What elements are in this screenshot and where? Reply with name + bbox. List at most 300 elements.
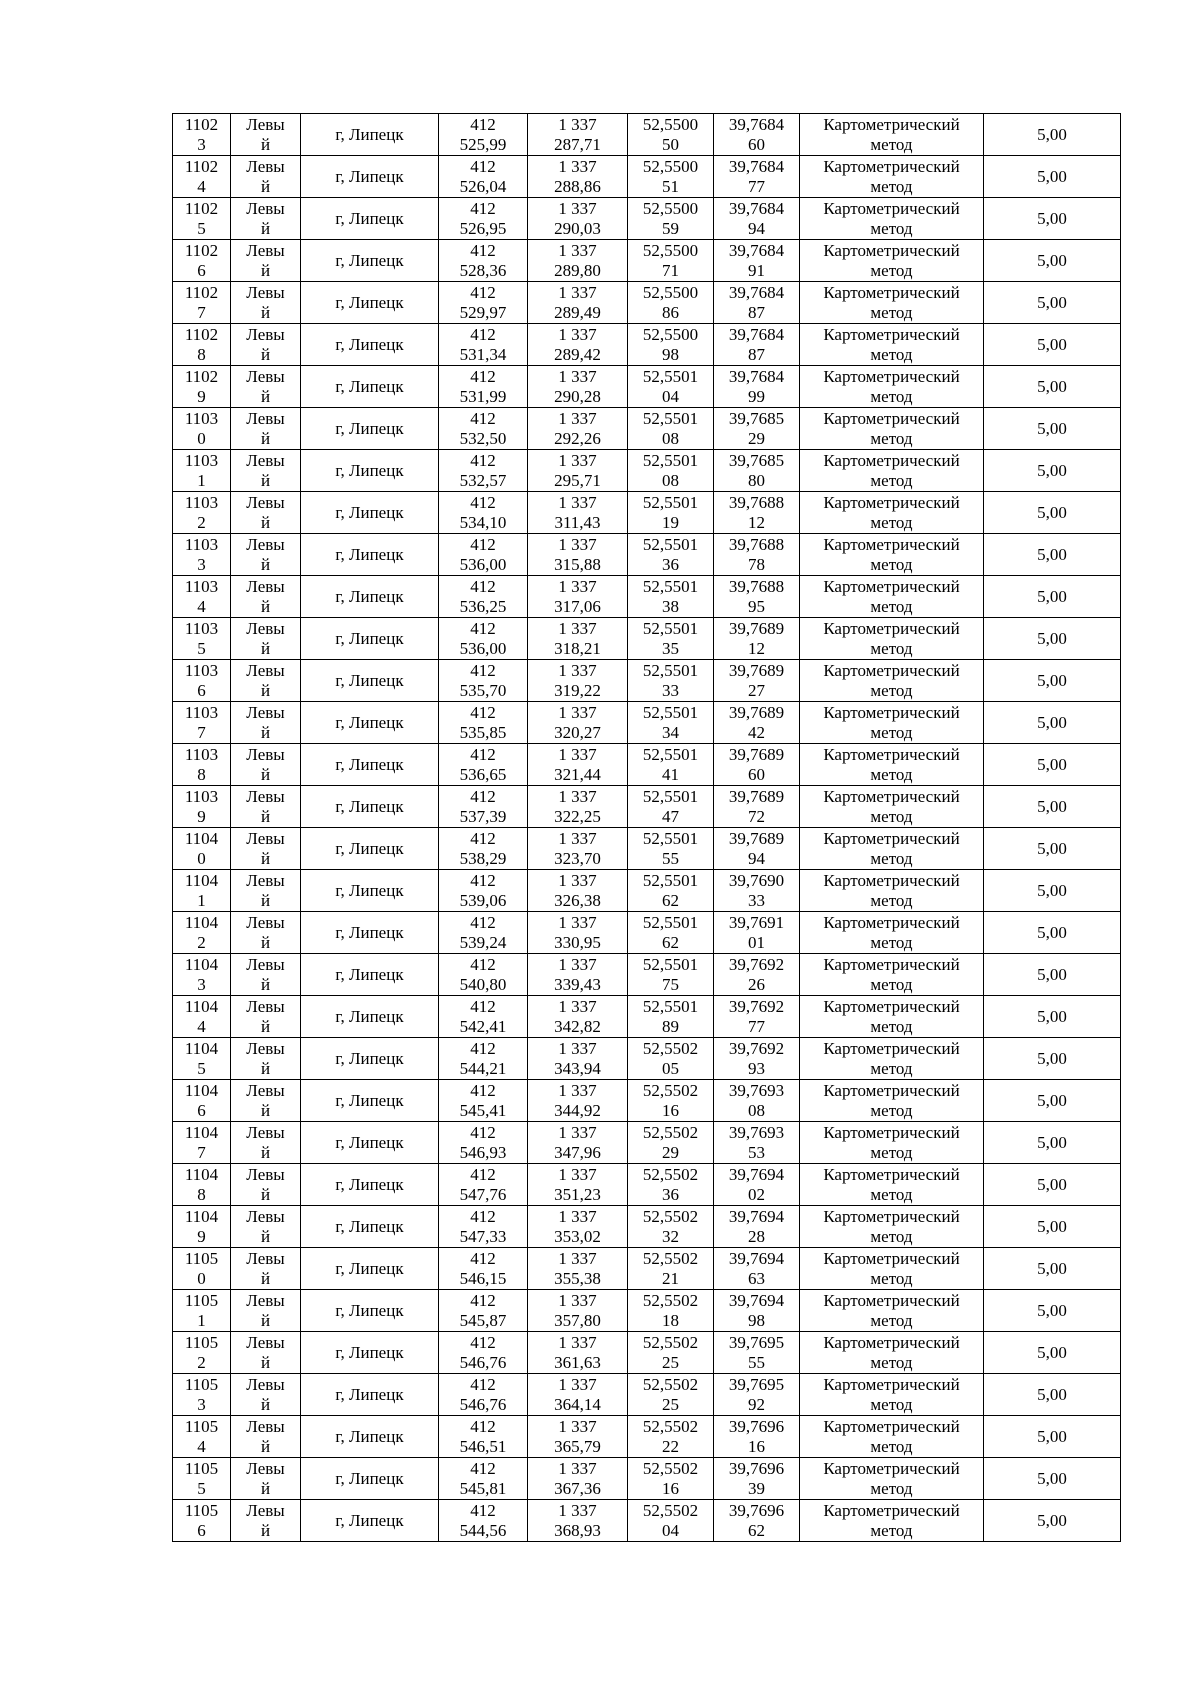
table-row — [173, 1500, 1121, 1542]
point-number-cell — [173, 1374, 231, 1416]
coord-x-text: 412 — [470, 156, 496, 176]
bank-side-text: Левы — [246, 282, 285, 302]
bank-side-text: й — [260, 554, 271, 574]
accuracy-text: 5,00 — [1037, 628, 1067, 648]
longitude-text: 39,7693 — [728, 1080, 785, 1100]
bank-side-text: Левы — [246, 576, 285, 596]
accuracy-text: 5,00 — [1037, 334, 1067, 354]
accuracy-cell — [984, 240, 1121, 282]
coord-y-text: 1 337 — [558, 408, 597, 428]
longitude-text: 72 — [748, 806, 765, 826]
latitude-text: 52,5501 — [642, 492, 699, 512]
bank-side-text: Левы — [246, 618, 285, 638]
point-number-text: 1102 — [184, 240, 219, 260]
method-text: метод — [870, 1268, 913, 1288]
coord-x-cell — [439, 534, 528, 576]
point-number-text: 1102 — [184, 282, 219, 302]
point-number-text: 8 — [197, 1184, 206, 1204]
method-text: метод — [870, 1226, 913, 1246]
coord-x-text: 526,95 — [459, 218, 507, 238]
settlement-text: г, Липецк — [335, 418, 404, 438]
method-text: метод — [870, 974, 913, 994]
bank-side-text: й — [260, 1226, 271, 1246]
coord-y-cell — [528, 114, 628, 156]
coord-y-text: 1 337 — [558, 1206, 597, 1226]
coord-y-cell — [528, 744, 628, 786]
coord-x-text: 547,33 — [459, 1226, 507, 1246]
latitude-text: 08 — [662, 428, 679, 448]
longitude-text: 53 — [748, 1142, 765, 1162]
coord-y-text: 1 337 — [558, 1248, 597, 1268]
latitude-cell — [628, 408, 714, 450]
coord-x-text: 545,81 — [459, 1478, 507, 1498]
method-cell — [800, 492, 984, 534]
bank-side-text: й — [260, 764, 271, 784]
longitude-cell — [714, 324, 800, 366]
accuracy-text: 5,00 — [1037, 376, 1067, 396]
latitude-text: 38 — [662, 596, 679, 616]
accuracy-cell — [984, 1500, 1121, 1542]
coord-y-text: 368,93 — [554, 1520, 601, 1540]
coord-x-cell — [439, 702, 528, 744]
point-number-text: 1105 — [184, 1332, 219, 1352]
table-row — [173, 1416, 1121, 1458]
point-number-cell — [173, 534, 231, 576]
method-text: Картометрический — [823, 534, 960, 554]
coord-x-cell — [439, 1038, 528, 1080]
bank-side-text: Левы — [246, 534, 285, 554]
longitude-text: 12 — [748, 512, 765, 532]
bank-side-text: й — [260, 1142, 271, 1162]
coord-x-cell — [439, 324, 528, 366]
longitude-text: 39,7689 — [728, 702, 785, 722]
accuracy-text: 5,00 — [1037, 1132, 1067, 1152]
settlement-text: г, Липецк — [335, 376, 404, 396]
point-number-text: 1103 — [184, 408, 219, 428]
longitude-cell — [714, 1458, 800, 1500]
latitude-cell — [628, 1038, 714, 1080]
latitude-text: 16 — [662, 1478, 679, 1498]
latitude-cell — [628, 450, 714, 492]
method-cell — [800, 870, 984, 912]
coord-x-text: 535,85 — [459, 722, 507, 742]
coord-x-text: 545,87 — [459, 1310, 507, 1330]
bank-side-text: й — [260, 344, 271, 364]
coord-y-text: 1 337 — [558, 912, 597, 932]
settlement-cell — [301, 492, 439, 534]
longitude-cell — [714, 450, 800, 492]
longitude-cell — [714, 702, 800, 744]
settlement-cell — [301, 996, 439, 1038]
accuracy-text: 5,00 — [1037, 670, 1067, 690]
coord-x-text: 412 — [470, 744, 496, 764]
table-row — [173, 324, 1121, 366]
longitude-cell — [714, 198, 800, 240]
longitude-cell — [714, 534, 800, 576]
coord-x-cell — [439, 198, 528, 240]
coord-x-text: 412 — [470, 114, 496, 134]
coord-x-cell — [439, 1416, 528, 1458]
coord-y-text: 287,71 — [554, 134, 601, 154]
point-number-cell — [173, 954, 231, 996]
bank-side-text: Левы — [246, 492, 285, 512]
table-row — [173, 660, 1121, 702]
point-number-cell — [173, 1164, 231, 1206]
coord-x-cell — [439, 1206, 528, 1248]
latitude-text: 33 — [662, 680, 679, 700]
table-row — [173, 1374, 1121, 1416]
accuracy-text: 5,00 — [1037, 1174, 1067, 1194]
latitude-text: 52,5501 — [642, 408, 699, 428]
point-number-cell — [173, 618, 231, 660]
accuracy-text: 5,00 — [1037, 1468, 1067, 1488]
longitude-cell — [714, 1500, 800, 1542]
longitude-text: 39,7684 — [728, 198, 785, 218]
latitude-cell — [628, 1500, 714, 1542]
accuracy-cell — [984, 198, 1121, 240]
settlement-cell — [301, 240, 439, 282]
method-text: Картометрический — [823, 1458, 960, 1478]
longitude-text: 39,7684 — [728, 282, 785, 302]
coord-x-cell — [439, 450, 528, 492]
bank-side-text: й — [260, 1310, 271, 1330]
longitude-cell — [714, 282, 800, 324]
settlement-cell — [301, 366, 439, 408]
bank-side-text: Левы — [246, 786, 285, 806]
coord-x-cell — [439, 1332, 528, 1374]
point-number-cell — [173, 1206, 231, 1248]
coord-y-cell — [528, 324, 628, 366]
coord-x-cell — [439, 912, 528, 954]
coord-x-text: 536,25 — [459, 596, 507, 616]
coord-x-text: 534,10 — [459, 512, 507, 532]
latitude-text: 34 — [662, 722, 679, 742]
latitude-text: 52,5501 — [642, 450, 699, 470]
settlement-cell — [301, 954, 439, 996]
coord-y-text: 1 337 — [558, 534, 597, 554]
bank-side-text: й — [260, 848, 271, 868]
latitude-text: 52,5500 — [642, 156, 699, 176]
coord-y-text: 1 337 — [558, 870, 597, 890]
coord-x-text: 412 — [470, 198, 496, 218]
point-number-text: 5 — [197, 218, 206, 238]
bank-side-text: Левы — [246, 1038, 285, 1058]
coord-y-text: 1 337 — [558, 1500, 597, 1520]
latitude-text: 55 — [662, 848, 679, 868]
coord-y-text: 344,92 — [554, 1100, 601, 1120]
longitude-text: 02 — [748, 1184, 765, 1204]
table-row — [173, 450, 1121, 492]
longitude-text: 93 — [748, 1058, 765, 1078]
coord-y-text: 292,26 — [554, 428, 601, 448]
accuracy-text: 5,00 — [1037, 1216, 1067, 1236]
latitude-cell — [628, 576, 714, 618]
point-number-cell — [173, 324, 231, 366]
bank-side-text: й — [260, 638, 271, 658]
settlement-cell — [301, 450, 439, 492]
point-number-text: 5 — [197, 1058, 206, 1078]
coord-y-text: 342,82 — [554, 1016, 601, 1036]
longitude-cell — [714, 114, 800, 156]
method-text: Картометрический — [823, 702, 960, 722]
latitude-text: 52,5501 — [642, 618, 699, 638]
coord-x-text: 536,00 — [459, 638, 507, 658]
accuracy-cell — [984, 744, 1121, 786]
coord-x-text: 528,36 — [459, 260, 507, 280]
coord-y-cell — [528, 1038, 628, 1080]
method-text: метод — [870, 260, 913, 280]
bank-side-text: Левы — [246, 366, 285, 386]
coord-x-text: 412 — [470, 954, 496, 974]
bank-side-text: й — [260, 302, 271, 322]
latitude-text: 52,5502 — [642, 1164, 699, 1184]
accuracy-cell — [984, 1332, 1121, 1374]
bank-side-text: й — [260, 386, 271, 406]
method-text: метод — [870, 554, 913, 574]
coord-x-cell — [439, 1248, 528, 1290]
bank-side-text: Левы — [246, 1122, 285, 1142]
point-number-text: 3 — [197, 1394, 206, 1414]
longitude-text: 39,7688 — [728, 576, 785, 596]
coord-y-text: 288,86 — [554, 176, 601, 196]
bank-side-cell — [231, 1458, 301, 1500]
point-number-text: 8 — [197, 764, 206, 784]
bank-side-text: й — [260, 890, 271, 910]
latitude-cell — [628, 324, 714, 366]
settlement-cell — [301, 156, 439, 198]
latitude-cell — [628, 618, 714, 660]
bank-side-text: й — [260, 1016, 271, 1036]
method-text: метод — [870, 932, 913, 952]
point-number-text: 5 — [197, 638, 206, 658]
settlement-text: г, Липецк — [335, 1132, 404, 1152]
method-text: метод — [870, 596, 913, 616]
coord-x-text: 526,04 — [459, 176, 507, 196]
longitude-text: 39,7694 — [728, 1248, 785, 1268]
coord-x-text: 544,21 — [459, 1058, 507, 1078]
coord-x-text: 412 — [470, 1374, 496, 1394]
table-row — [173, 1038, 1121, 1080]
bank-side-text: Левы — [246, 1290, 285, 1310]
method-cell — [800, 1416, 984, 1458]
bank-side-text: й — [260, 428, 271, 448]
longitude-text: 39,7695 — [728, 1374, 785, 1394]
accuracy-text: 5,00 — [1037, 712, 1067, 732]
longitude-cell — [714, 954, 800, 996]
coord-y-cell — [528, 240, 628, 282]
settlement-text: г, Липецк — [335, 166, 404, 186]
method-text: Картометрический — [823, 1248, 960, 1268]
coord-y-text: 1 337 — [558, 996, 597, 1016]
method-cell — [800, 744, 984, 786]
bank-side-cell — [231, 1206, 301, 1248]
coord-x-cell — [439, 282, 528, 324]
longitude-text: 12 — [748, 638, 765, 658]
method-cell — [800, 282, 984, 324]
settlement-cell — [301, 1374, 439, 1416]
coord-y-cell — [528, 1080, 628, 1122]
method-text: Картометрический — [823, 618, 960, 638]
coord-x-text: 412 — [470, 1122, 496, 1142]
point-number-text: 1104 — [184, 1164, 219, 1184]
point-number-text: 1103 — [184, 450, 219, 470]
point-number-cell — [173, 1416, 231, 1458]
longitude-text: 80 — [748, 470, 765, 490]
method-text: Картометрический — [823, 870, 960, 890]
coord-y-text: 355,38 — [554, 1268, 601, 1288]
method-text: метод — [870, 470, 913, 490]
method-text: метод — [870, 680, 913, 700]
bank-side-cell — [231, 366, 301, 408]
coord-x-text: 412 — [470, 618, 496, 638]
bank-side-text: й — [260, 1352, 271, 1372]
accuracy-text: 5,00 — [1037, 1006, 1067, 1026]
bank-side-cell — [231, 198, 301, 240]
coordinates-table — [172, 113, 1121, 1542]
longitude-text: 77 — [748, 1016, 765, 1036]
accuracy-cell — [984, 828, 1121, 870]
longitude-text: 39,7684 — [728, 366, 785, 386]
point-number-text: 1104 — [184, 912, 219, 932]
longitude-text: 94 — [748, 848, 765, 868]
bank-side-text: Левы — [246, 744, 285, 764]
latitude-cell — [628, 1332, 714, 1374]
coord-x-text: 412 — [470, 366, 496, 386]
point-number-text: 1103 — [184, 618, 219, 638]
method-text: Картометрический — [823, 156, 960, 176]
latitude-text: 25 — [662, 1352, 679, 1372]
latitude-text: 71 — [662, 260, 679, 280]
bank-side-cell — [231, 156, 301, 198]
method-text: метод — [870, 218, 913, 238]
bank-side-text: Левы — [246, 912, 285, 932]
point-number-cell — [173, 1500, 231, 1542]
point-number-text: 1104 — [184, 1206, 219, 1226]
coord-x-text: 538,29 — [459, 848, 507, 868]
latitude-text: 47 — [662, 806, 679, 826]
latitude-cell — [628, 156, 714, 198]
method-text: Картометрический — [823, 450, 960, 470]
settlement-text: г, Липецк — [335, 1048, 404, 1068]
point-number-cell — [173, 366, 231, 408]
coord-y-text: 343,94 — [554, 1058, 601, 1078]
latitude-text: 86 — [662, 302, 679, 322]
coord-x-cell — [439, 1290, 528, 1332]
coord-y-text: 315,88 — [554, 554, 601, 574]
method-text: метод — [870, 512, 913, 532]
table-row — [173, 912, 1121, 954]
latitude-text: 52,5501 — [642, 660, 699, 680]
coord-y-text: 353,02 — [554, 1226, 601, 1246]
coord-y-cell — [528, 1206, 628, 1248]
coord-y-text: 339,43 — [554, 974, 601, 994]
coord-x-cell — [439, 1164, 528, 1206]
longitude-cell — [714, 744, 800, 786]
coord-y-cell — [528, 954, 628, 996]
point-number-cell — [173, 660, 231, 702]
coord-y-text: 1 337 — [558, 198, 597, 218]
method-cell — [800, 1374, 984, 1416]
bank-side-text: Левы — [246, 702, 285, 722]
point-number-cell — [173, 1290, 231, 1332]
settlement-text: г, Липецк — [335, 208, 404, 228]
settlement-text: г, Липецк — [335, 880, 404, 900]
point-number-text: 2 — [197, 512, 206, 532]
coord-y-cell — [528, 198, 628, 240]
method-cell — [800, 450, 984, 492]
latitude-text: 52,5502 — [642, 1206, 699, 1226]
coord-x-text: 412 — [470, 786, 496, 806]
longitude-text: 39,7689 — [728, 618, 785, 638]
coord-x-text: 412 — [470, 1290, 496, 1310]
table-row — [173, 1122, 1121, 1164]
bank-side-cell — [231, 702, 301, 744]
latitude-text: 62 — [662, 890, 679, 910]
point-number-text: 8 — [197, 344, 206, 364]
method-text: метод — [870, 428, 913, 448]
latitude-text: 98 — [662, 344, 679, 364]
latitude-text: 62 — [662, 932, 679, 952]
bank-side-cell — [231, 1080, 301, 1122]
method-cell — [800, 1500, 984, 1542]
longitude-text: 39,7684 — [728, 324, 785, 344]
bank-side-text: й — [260, 470, 271, 490]
method-cell — [800, 576, 984, 618]
table-row — [173, 786, 1121, 828]
coord-x-text: 412 — [470, 1500, 496, 1520]
coord-y-text: 311,43 — [554, 512, 601, 532]
longitude-text: 99 — [748, 386, 765, 406]
point-number-cell — [173, 198, 231, 240]
coord-x-text: 412 — [470, 534, 496, 554]
bank-side-text: Левы — [246, 828, 285, 848]
settlement-text: г, Липецк — [335, 250, 404, 270]
settlement-cell — [301, 1080, 439, 1122]
point-number-cell — [173, 744, 231, 786]
coord-y-text: 295,71 — [554, 470, 601, 490]
coord-x-text: 531,34 — [459, 344, 507, 364]
coord-x-cell — [439, 240, 528, 282]
accuracy-cell — [984, 282, 1121, 324]
coord-x-text: 525,99 — [459, 134, 507, 154]
coord-x-cell — [439, 744, 528, 786]
settlement-cell — [301, 870, 439, 912]
accuracy-cell — [984, 534, 1121, 576]
latitude-text: 52,5502 — [642, 1458, 699, 1478]
coord-x-text: 539,24 — [459, 932, 507, 952]
accuracy-text: 5,00 — [1037, 292, 1067, 312]
bank-side-text: Левы — [246, 408, 285, 428]
longitude-text: 98 — [748, 1310, 765, 1330]
method-text: метод — [870, 1058, 913, 1078]
method-cell — [800, 1164, 984, 1206]
longitude-cell — [714, 618, 800, 660]
coord-y-text: 330,95 — [554, 932, 601, 952]
bank-side-text: Левы — [246, 324, 285, 344]
latitude-cell — [628, 1290, 714, 1332]
table-body — [173, 114, 1121, 1542]
bank-side-cell — [231, 324, 301, 366]
table-row — [173, 1458, 1121, 1500]
method-text: Картометрический — [823, 324, 960, 344]
latitude-cell — [628, 870, 714, 912]
settlement-text: г, Липецк — [335, 460, 404, 480]
longitude-cell — [714, 1248, 800, 1290]
coord-y-cell — [528, 1164, 628, 1206]
method-text: Картометрический — [823, 828, 960, 848]
table-row — [173, 492, 1121, 534]
table-row — [173, 576, 1121, 618]
